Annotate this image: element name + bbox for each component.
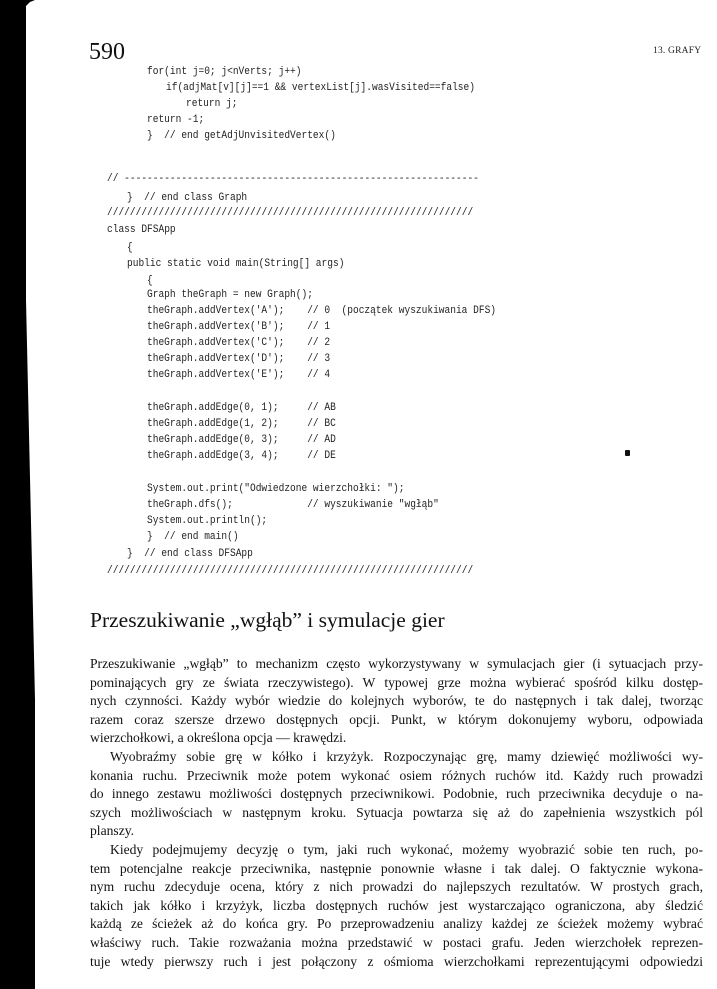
text-line: konania ruchu. Przeciwnik może potem wykonać osiem różnych ruchów itd. Każdy ruch prowadzi bbox=[90, 767, 703, 783]
text-line: takich jak kółko i krzyżyk, liczba dostępnych ruchów jest wystarczająco ograniczona, aby śledzić bbox=[90, 897, 703, 913]
text-line: pominających gry ze świata rzeczywistego). W typowej grze można wybierać spośród kilku dostęp- bbox=[90, 674, 703, 690]
text-line: nym ruchu zdecyduje ocena, który z nich prowadzi do najlepszych rezultatów. W prostych grach, bbox=[90, 879, 703, 895]
text-line: nych czynności. Każdy wybór wiedzie do kolejnych wyborów, te do następnych i tak dalej, tworząc bbox=[90, 693, 703, 709]
text-line: Kiedy podejmujemy decyzję o tym, jaki ruch wykonać, możemy wyobrazić sobie ten ruch, po- bbox=[110, 841, 703, 857]
text-line: szych możliwościach w następnym kroku. Sytuacja powtarza się aż do zapełnienia wszystkich pól bbox=[90, 804, 703, 820]
code-line: theGraph.addVertex('C'); // 2 bbox=[147, 337, 331, 349]
code-line: theGraph.addVertex('D'); // 3 bbox=[147, 353, 331, 365]
code-separator: //////////////////////////////////////////////////////////////// bbox=[107, 207, 474, 219]
code-line: theGraph.dfs(); // wyszukiwanie "wgłąb" bbox=[147, 499, 439, 511]
code-line: System.out.println(); bbox=[147, 515, 268, 527]
text-line: wierzchołkowi, a określona opcja — krawędzi. bbox=[90, 730, 347, 746]
code-line: { bbox=[147, 275, 153, 287]
chapter-running-head: 13. GRAFY bbox=[653, 46, 702, 56]
text-line: Wyobraźmy sobie grę w kółko i krzyżyk. Rozpoczynając grę, mamy dziewięć możliwości wy- bbox=[110, 748, 703, 764]
code-separator: //////////////////////////////////////////////////////////////// bbox=[107, 565, 474, 577]
code-line: class DFSApp bbox=[107, 224, 176, 236]
code-line: } // end class DFSApp bbox=[127, 548, 253, 560]
scan-edge-shadow bbox=[0, 0, 36, 989]
code-line: { bbox=[127, 242, 133, 254]
code-line: return j; bbox=[186, 98, 238, 110]
code-line: theGraph.addEdge(0, 1); // AB bbox=[147, 402, 336, 414]
body-text bbox=[90, 655, 703, 971]
code-line: Graph theGraph = new Graph(); bbox=[147, 289, 313, 301]
text-line: tem potencjalne reakcje przeciwnika, następnie ponownie własne i tak dalej. O faktycznie wykona- bbox=[90, 860, 703, 876]
code-line: public static void main(String[] args) bbox=[127, 258, 345, 270]
code-line: } // end main() bbox=[147, 531, 239, 543]
text-line: do innego zestawu możliwości dostępnych przeciwnikowi. Podobnie, ruch przeciwnika decyduje o na- bbox=[90, 786, 703, 802]
text-line: tuje wtedy pierwszy ruch i jest połączony z ośmioma wierzchołkami reprezentującymi odpowiedzi bbox=[90, 953, 703, 969]
code-separator: // -------------------------------------------------------------- bbox=[107, 173, 479, 185]
code-line: System.out.print("Odwiedzone wierzchołki: "); bbox=[147, 483, 405, 495]
text-line: razem coraz szersze drzewo dostępnych opcji. Punkt, w którym dokonujemy wyboru, odpowiada bbox=[90, 711, 703, 727]
text-line: każdą ze ścieżek aż do końca gry. Po przeprowadzeniu analizy każdej ze ścieżek możemy wybrać bbox=[90, 916, 703, 932]
scan-speck bbox=[625, 450, 630, 456]
text-line: Przeszukiwanie „wgłąb” to mechanizm często wykorzystywany w symulacjach gier (i sytuacjach przy- bbox=[90, 656, 703, 671]
code-line: theGraph.addVertex('E'); // 4 bbox=[147, 369, 331, 381]
code-line: theGraph.addEdge(1, 2); // BC bbox=[147, 418, 336, 430]
code-line: theGraph.addEdge(0, 3); // AD bbox=[147, 434, 336, 446]
code-line: } // end class Graph bbox=[127, 192, 248, 204]
code-line: theGraph.addEdge(3, 4); // DE bbox=[147, 450, 336, 462]
page-number: 590 bbox=[89, 39, 125, 65]
code-line: if(adjMat[v][j]==1 && vertexList[j].wasVisited==false) bbox=[166, 82, 475, 94]
code-line: theGraph.addVertex('B'); // 1 bbox=[147, 321, 331, 333]
text-line: właściwy ruch. Takie rozważania można przedstawić w postaci grafu. Jeden wierzchołek reprezen- bbox=[90, 934, 703, 950]
code-line: theGraph.addVertex('A'); // 0 (początek wyszukiwania DFS) bbox=[147, 305, 497, 317]
text-line: planszy. bbox=[90, 823, 135, 839]
code-line: return -1; bbox=[147, 114, 205, 126]
code-line: for(int j=0; j<nVerts; j++) bbox=[147, 66, 302, 78]
section-heading: Przeszukiwanie „wgłąb” i symulacje gier bbox=[90, 608, 445, 632]
code-line: } // end getAdjUnvisitedVertex() bbox=[147, 130, 336, 142]
